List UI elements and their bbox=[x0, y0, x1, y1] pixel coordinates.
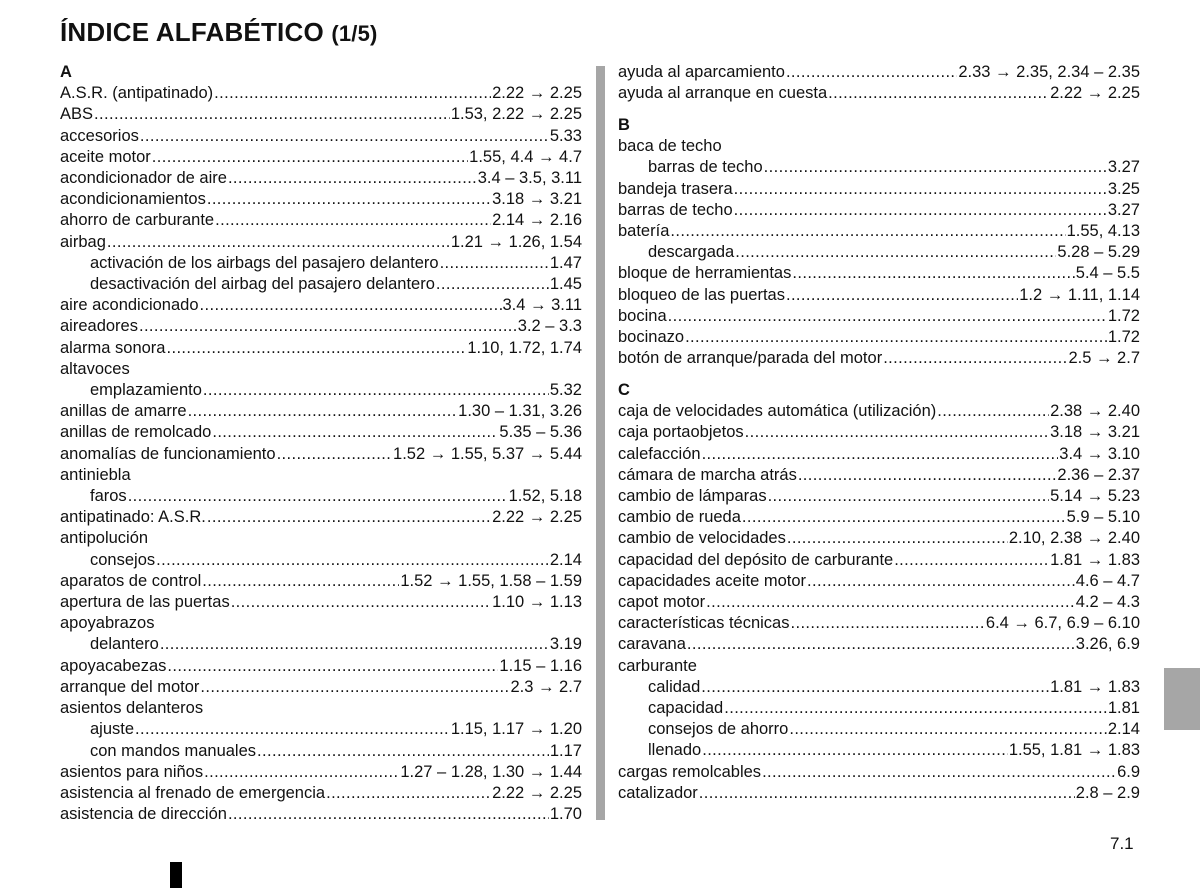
index-entry bbox=[60, 783, 582, 804]
entry-page-ref: 2.3 → 2.7 bbox=[510, 677, 582, 696]
index-entry bbox=[60, 359, 582, 380]
entry-term: antiniebla bbox=[60, 465, 131, 484]
entry-term: desactivación del airbag del pasajero delantero bbox=[90, 275, 435, 294]
entry-term: cambio de velocidades bbox=[618, 529, 786, 548]
entry-term: llenado bbox=[648, 741, 702, 760]
index-entry bbox=[618, 136, 1140, 157]
index-entry bbox=[60, 210, 582, 231]
dot-leader bbox=[214, 83, 491, 104]
entry-page-ref: 4.2 – 4.3 bbox=[1075, 593, 1140, 612]
dot-leader bbox=[687, 634, 1075, 655]
dot-leader bbox=[152, 147, 468, 168]
column-divider bbox=[596, 66, 605, 820]
dot-leader bbox=[786, 62, 957, 83]
index-entry bbox=[60, 338, 582, 359]
dot-leader bbox=[200, 677, 509, 698]
entry-page-ref: 2.14 bbox=[549, 550, 582, 569]
entry-page-ref: 1.27 – 1.28, 1.30 → 1.44 bbox=[400, 762, 582, 781]
entry-page-ref: 1.15 – 1.16 bbox=[499, 656, 582, 675]
entry-page-ref: 3.4 → 3.11 bbox=[502, 296, 582, 315]
index-entry bbox=[60, 83, 582, 104]
entry-term: alarma sonora bbox=[60, 338, 166, 357]
entry-term: emplazamiento bbox=[90, 381, 202, 400]
entry-term: airbag bbox=[60, 232, 106, 251]
index-entry bbox=[618, 550, 1140, 571]
entry-page-ref: 1.10 → 1.13 bbox=[492, 593, 582, 612]
page-title-main: ÍNDICE ALFABÉTICO bbox=[60, 17, 324, 47]
index-entry bbox=[60, 401, 582, 422]
entry-term: cambio de lámparas bbox=[618, 487, 767, 506]
entry-page-ref: 2.22 → 2.25 bbox=[492, 783, 582, 802]
entry-term: bloqueo de las puertas bbox=[618, 285, 785, 304]
entry-term: bocina bbox=[618, 306, 667, 325]
entry-term: catalizador bbox=[618, 783, 698, 802]
entry-page-ref: 2.10, 2.38 → 2.40 bbox=[1008, 529, 1140, 548]
index-entry bbox=[618, 486, 1140, 507]
entry-term: asientos delanteros bbox=[60, 699, 204, 718]
index-entry bbox=[60, 528, 582, 549]
dot-leader bbox=[764, 157, 1107, 178]
dot-leader bbox=[745, 422, 1049, 443]
entry-page-ref: 3.4 → 3.10 bbox=[1059, 444, 1140, 463]
entry-page-ref: 1.72 bbox=[1107, 306, 1140, 325]
index-subentry bbox=[60, 486, 582, 507]
index-subentry bbox=[618, 242, 1140, 263]
entry-term: consejos de ahorro bbox=[648, 720, 789, 739]
entry-page-ref: 1.45 bbox=[549, 275, 582, 294]
entry-term: caja de velocidades automática (utilización) bbox=[618, 402, 937, 421]
dot-leader bbox=[894, 550, 1049, 571]
index-subentry bbox=[618, 740, 1140, 761]
index-entry bbox=[618, 656, 1140, 677]
entry-term: batería bbox=[618, 222, 670, 241]
entry-page-ref: 5.32 bbox=[549, 381, 582, 400]
dot-leader bbox=[440, 253, 549, 274]
dot-leader bbox=[203, 380, 549, 401]
dot-leader bbox=[670, 221, 1065, 242]
entry-page-ref: 5.35 – 5.36 bbox=[499, 423, 582, 442]
dot-leader bbox=[724, 698, 1107, 719]
entry-term: capacidad del depósito de carburante bbox=[618, 550, 894, 569]
index-entry bbox=[618, 401, 1140, 422]
dot-leader bbox=[685, 327, 1107, 348]
dot-leader bbox=[326, 783, 491, 804]
entry-term: antipolución bbox=[60, 529, 149, 548]
dot-leader bbox=[701, 677, 1049, 698]
entry-term: aparatos de control bbox=[60, 571, 202, 590]
index-entry bbox=[60, 104, 582, 125]
entry-term: apoyacabezas bbox=[60, 656, 167, 675]
index-subentry bbox=[618, 719, 1140, 740]
entry-term: botón de arranque/parada del motor bbox=[618, 349, 883, 368]
entry-page-ref: 1.2 → 1.11, 1.14 bbox=[1019, 285, 1140, 304]
index-entry bbox=[60, 656, 582, 677]
index-entry bbox=[618, 263, 1140, 284]
index-entry bbox=[618, 327, 1140, 348]
dot-leader bbox=[699, 783, 1075, 804]
entry-term: accesorios bbox=[60, 126, 139, 145]
entry-term: asistencia al frenado de emergencia bbox=[60, 783, 326, 802]
index-entry bbox=[60, 592, 582, 613]
index-entry bbox=[618, 62, 1140, 83]
entry-term: cambio de rueda bbox=[618, 508, 741, 527]
dot-leader bbox=[202, 571, 399, 592]
index-entry bbox=[60, 295, 582, 316]
index-entry bbox=[618, 285, 1140, 306]
index-entry bbox=[60, 677, 582, 698]
dot-leader bbox=[790, 613, 984, 634]
entry-page-ref: 1.53, 2.22 → 2.25 bbox=[450, 105, 582, 124]
index-entry bbox=[60, 422, 582, 443]
entry-page-ref: 2.33 → 2.35, 2.34 – 2.35 bbox=[958, 63, 1140, 81]
index-entry bbox=[60, 507, 582, 528]
index-entry bbox=[618, 507, 1140, 528]
dot-leader bbox=[207, 507, 491, 528]
index-subentry bbox=[60, 741, 582, 762]
entry-term: barras de techo bbox=[618, 200, 733, 219]
dot-leader bbox=[204, 762, 399, 783]
entry-term: carburante bbox=[618, 656, 697, 675]
dot-leader bbox=[277, 444, 392, 465]
entry-page-ref: 2.8 – 2.9 bbox=[1075, 783, 1140, 802]
entry-term: aireadores bbox=[60, 317, 138, 336]
index-entry bbox=[618, 221, 1140, 242]
entry-page-ref: 2.38 → 2.40 bbox=[1050, 402, 1140, 421]
dot-leader bbox=[188, 401, 458, 422]
entry-page-ref: 1.70 bbox=[549, 805, 582, 824]
dot-leader bbox=[94, 104, 450, 125]
entry-page-ref: 3.18 → 3.21 bbox=[492, 190, 582, 209]
index-entry bbox=[618, 465, 1140, 486]
entry-term: aire acondicionado bbox=[60, 296, 199, 315]
entry-term: bocinazo bbox=[618, 328, 685, 347]
entry-page-ref: 3.27 bbox=[1107, 200, 1140, 219]
entry-term: anillas de remolcado bbox=[60, 423, 212, 442]
entry-page-ref: 4.6 – 4.7 bbox=[1075, 571, 1140, 590]
entry-term: delantero bbox=[90, 635, 159, 654]
entry-term: ayuda al arranque en cuesta bbox=[618, 84, 828, 103]
dot-leader bbox=[706, 592, 1075, 613]
dot-leader bbox=[807, 571, 1075, 592]
index-entry bbox=[60, 465, 582, 486]
entry-term: cargas remolcables bbox=[618, 762, 762, 781]
dot-leader bbox=[207, 189, 491, 210]
dot-leader bbox=[787, 528, 1008, 549]
entry-page-ref: 1.10, 1.72, 1.74 bbox=[467, 338, 582, 357]
dot-leader bbox=[135, 719, 450, 740]
index-entry bbox=[60, 804, 582, 825]
entry-term: antipatinado: A.S.R. bbox=[60, 508, 206, 527]
entry-page-ref: 5.4 – 5.5 bbox=[1075, 264, 1140, 283]
entry-page-ref: 2.36 – 2.37 bbox=[1057, 465, 1140, 484]
page-number: 7.1 bbox=[1110, 834, 1134, 853]
entry-page-ref: 1.81 bbox=[1107, 699, 1140, 718]
index-column-right bbox=[618, 62, 1140, 804]
entry-term: descargada bbox=[648, 243, 735, 262]
entry-page-ref: 1.17 bbox=[549, 741, 582, 760]
entry-term: ayuda al aparcamiento bbox=[618, 63, 785, 81]
entry-page-ref: 1.81 → 1.83 bbox=[1050, 550, 1140, 569]
entry-page-ref: 1.52, 5.18 bbox=[508, 487, 582, 506]
entry-page-ref: 1.30 – 1.31, 3.26 bbox=[458, 402, 582, 421]
index-entry bbox=[618, 179, 1140, 200]
entry-page-ref: 1.47 bbox=[549, 253, 582, 272]
dot-leader bbox=[828, 83, 1049, 104]
index-entry bbox=[60, 698, 582, 719]
entry-term: características técnicas bbox=[618, 614, 790, 633]
entry-page-ref: 1.21 → 1.26, 1.54 bbox=[450, 232, 582, 251]
dot-leader bbox=[139, 316, 517, 337]
entry-page-ref: 2.14 → 2.16 bbox=[492, 211, 582, 230]
entry-page-ref: 2.22 → 2.25 bbox=[1050, 84, 1140, 103]
dot-leader bbox=[140, 126, 549, 147]
entry-term: calidad bbox=[648, 677, 701, 696]
entry-term: activación de los airbags del pasajero delantero bbox=[90, 253, 439, 272]
index-entry bbox=[60, 232, 582, 253]
entry-page-ref: 1.72 bbox=[1107, 328, 1140, 347]
dot-leader bbox=[798, 465, 1057, 486]
entry-term: asientos para niños bbox=[60, 762, 204, 781]
entry-term: cámara de marcha atrás bbox=[618, 465, 797, 484]
index-entry bbox=[60, 168, 582, 189]
index-entry bbox=[618, 613, 1140, 634]
dot-leader bbox=[792, 263, 1074, 284]
entry-term: faros bbox=[90, 487, 127, 506]
entry-term: baca de techo bbox=[618, 137, 722, 156]
dot-leader bbox=[789, 719, 1107, 740]
page-title bbox=[60, 17, 378, 48]
entry-term: caravana bbox=[618, 635, 686, 654]
entry-term: ABS bbox=[60, 105, 94, 124]
entry-page-ref: 3.26, 6.9 bbox=[1075, 635, 1140, 654]
entry-term: capacidades aceite motor bbox=[618, 571, 807, 590]
section-letter: C bbox=[618, 381, 630, 400]
index-entry bbox=[60, 189, 582, 210]
entry-page-ref: 1.55, 1.81 → 1.83 bbox=[1008, 741, 1140, 760]
dot-leader bbox=[742, 507, 1066, 528]
index-subentry bbox=[60, 719, 582, 740]
page-title-part: (1/5) bbox=[331, 21, 378, 46]
chapter-tab bbox=[1164, 668, 1200, 730]
entry-page-ref: 5.33 bbox=[549, 126, 582, 145]
index-entry bbox=[60, 316, 582, 337]
entry-term: bloque de herramientas bbox=[618, 264, 792, 283]
index-entry bbox=[618, 348, 1140, 369]
entry-term: apoyabrazos bbox=[60, 614, 155, 633]
entry-page-ref: 2.14 bbox=[1107, 720, 1140, 739]
dot-leader bbox=[200, 295, 502, 316]
dot-leader bbox=[668, 306, 1107, 327]
entry-page-ref: 5.9 – 5.10 bbox=[1066, 508, 1140, 527]
dot-leader bbox=[734, 200, 1107, 221]
dot-leader bbox=[768, 486, 1050, 507]
index-entry bbox=[618, 528, 1140, 549]
entry-term: capot motor bbox=[618, 593, 706, 612]
dot-leader bbox=[734, 179, 1107, 200]
entry-term: acondicionamientos bbox=[60, 190, 206, 209]
dot-leader bbox=[702, 444, 1059, 465]
entry-term: consejos bbox=[90, 550, 156, 569]
index-entry bbox=[618, 83, 1140, 104]
entry-page-ref: 6.9 bbox=[1117, 762, 1140, 781]
entry-page-ref: 3.4 – 3.5, 3.11 bbox=[477, 169, 582, 188]
dot-leader bbox=[702, 740, 1008, 761]
entry-page-ref: 5.14 → 5.23 bbox=[1050, 487, 1140, 506]
index-entry bbox=[618, 444, 1140, 465]
entry-page-ref: 2.5 → 2.7 bbox=[1068, 349, 1140, 368]
crop-mark bbox=[170, 862, 182, 888]
entry-term: capacidad bbox=[648, 699, 724, 718]
dot-leader bbox=[107, 232, 450, 253]
entry-term: aceite motor bbox=[60, 147, 151, 166]
dot-leader bbox=[735, 242, 1056, 263]
index-entry bbox=[60, 126, 582, 147]
index-subentry bbox=[60, 550, 582, 571]
index-entry bbox=[618, 762, 1140, 783]
entry-term: calefacción bbox=[618, 444, 701, 463]
entry-term: arranque del motor bbox=[60, 677, 200, 696]
dot-leader bbox=[228, 804, 549, 825]
entry-page-ref: 3.25 bbox=[1107, 179, 1140, 198]
entry-page-ref: 6.4 → 6.7, 6.9 – 6.10 bbox=[985, 614, 1140, 633]
dot-leader bbox=[166, 338, 466, 359]
entry-page-ref: 1.52 → 1.55, 1.58 – 1.59 bbox=[400, 571, 582, 590]
index-subentry bbox=[60, 380, 582, 401]
entry-page-ref: 3.2 – 3.3 bbox=[517, 317, 582, 336]
dot-leader bbox=[228, 168, 477, 189]
entry-term: acondicionador de aire bbox=[60, 169, 227, 188]
dot-leader bbox=[128, 486, 508, 507]
index-entry bbox=[618, 634, 1140, 655]
entry-term: anomalías de funcionamiento bbox=[60, 444, 276, 463]
index-entry bbox=[618, 200, 1140, 221]
section-letter: B bbox=[618, 116, 630, 134]
index-entry bbox=[60, 444, 582, 465]
index-subentry bbox=[60, 634, 582, 655]
index-subentry bbox=[60, 274, 582, 295]
entry-term: asistencia de dirección bbox=[60, 805, 227, 824]
entry-page-ref: 3.18 → 3.21 bbox=[1050, 423, 1140, 442]
entry-term: barras de techo bbox=[648, 158, 763, 177]
entry-term: A.S.R. (antipatinado) bbox=[60, 84, 214, 103]
entry-term: altavoces bbox=[60, 359, 130, 378]
index-entry bbox=[60, 571, 582, 592]
dot-leader bbox=[257, 741, 549, 762]
index-entry bbox=[618, 783, 1140, 804]
dot-leader bbox=[762, 762, 1116, 783]
index-entry bbox=[618, 592, 1140, 613]
section-spacer bbox=[618, 104, 1140, 115]
entry-term: caja portaobjetos bbox=[618, 423, 744, 442]
entry-term: bandeja trasera bbox=[618, 179, 733, 198]
dot-leader bbox=[937, 401, 1049, 422]
entry-page-ref: 5.28 – 5.29 bbox=[1057, 243, 1140, 262]
entry-page-ref: 2.22 → 2.25 bbox=[492, 508, 582, 527]
entry-term: anillas de amarre bbox=[60, 402, 187, 421]
entry-page-ref: 1.55, 4.4 → 4.7 bbox=[469, 147, 582, 166]
entry-term: ahorro de carburante bbox=[60, 211, 215, 230]
entry-page-ref: 3.19 bbox=[549, 635, 582, 654]
dot-leader bbox=[212, 422, 498, 443]
entry-page-ref: 1.15, 1.17 → 1.20 bbox=[450, 720, 582, 739]
index-entry bbox=[60, 613, 582, 634]
index-entry bbox=[60, 762, 582, 783]
dot-leader bbox=[883, 348, 1067, 369]
entry-term: apertura de las puertas bbox=[60, 593, 230, 612]
index-entry bbox=[618, 306, 1140, 327]
index-subentry bbox=[618, 698, 1140, 719]
dot-leader bbox=[231, 592, 491, 613]
entry-page-ref: 1.55, 4.13 bbox=[1066, 222, 1140, 241]
index-column-left bbox=[60, 62, 582, 825]
entry-term: con mandos manuales bbox=[90, 741, 257, 760]
index-entry bbox=[618, 571, 1140, 592]
dot-leader bbox=[160, 634, 549, 655]
index-subentry bbox=[618, 157, 1140, 178]
index-subentry bbox=[618, 677, 1140, 698]
entry-term: ajuste bbox=[90, 720, 135, 739]
dot-leader bbox=[786, 285, 1018, 306]
index-entry bbox=[60, 147, 582, 168]
dot-leader bbox=[167, 656, 498, 677]
index-entry bbox=[618, 422, 1140, 443]
entry-page-ref: 1.81 → 1.83 bbox=[1050, 677, 1140, 696]
dot-leader bbox=[436, 274, 549, 295]
dot-leader bbox=[215, 210, 491, 231]
section-letter: A bbox=[60, 63, 72, 81]
entry-page-ref: 2.22 → 2.25 bbox=[492, 84, 582, 103]
index-subentry bbox=[60, 253, 582, 274]
section-spacer bbox=[618, 369, 1140, 380]
dot-leader bbox=[156, 550, 549, 571]
entry-page-ref: 1.52 → 1.55, 5.37 → 5.44 bbox=[393, 444, 582, 463]
entry-page-ref: 3.27 bbox=[1107, 158, 1140, 177]
